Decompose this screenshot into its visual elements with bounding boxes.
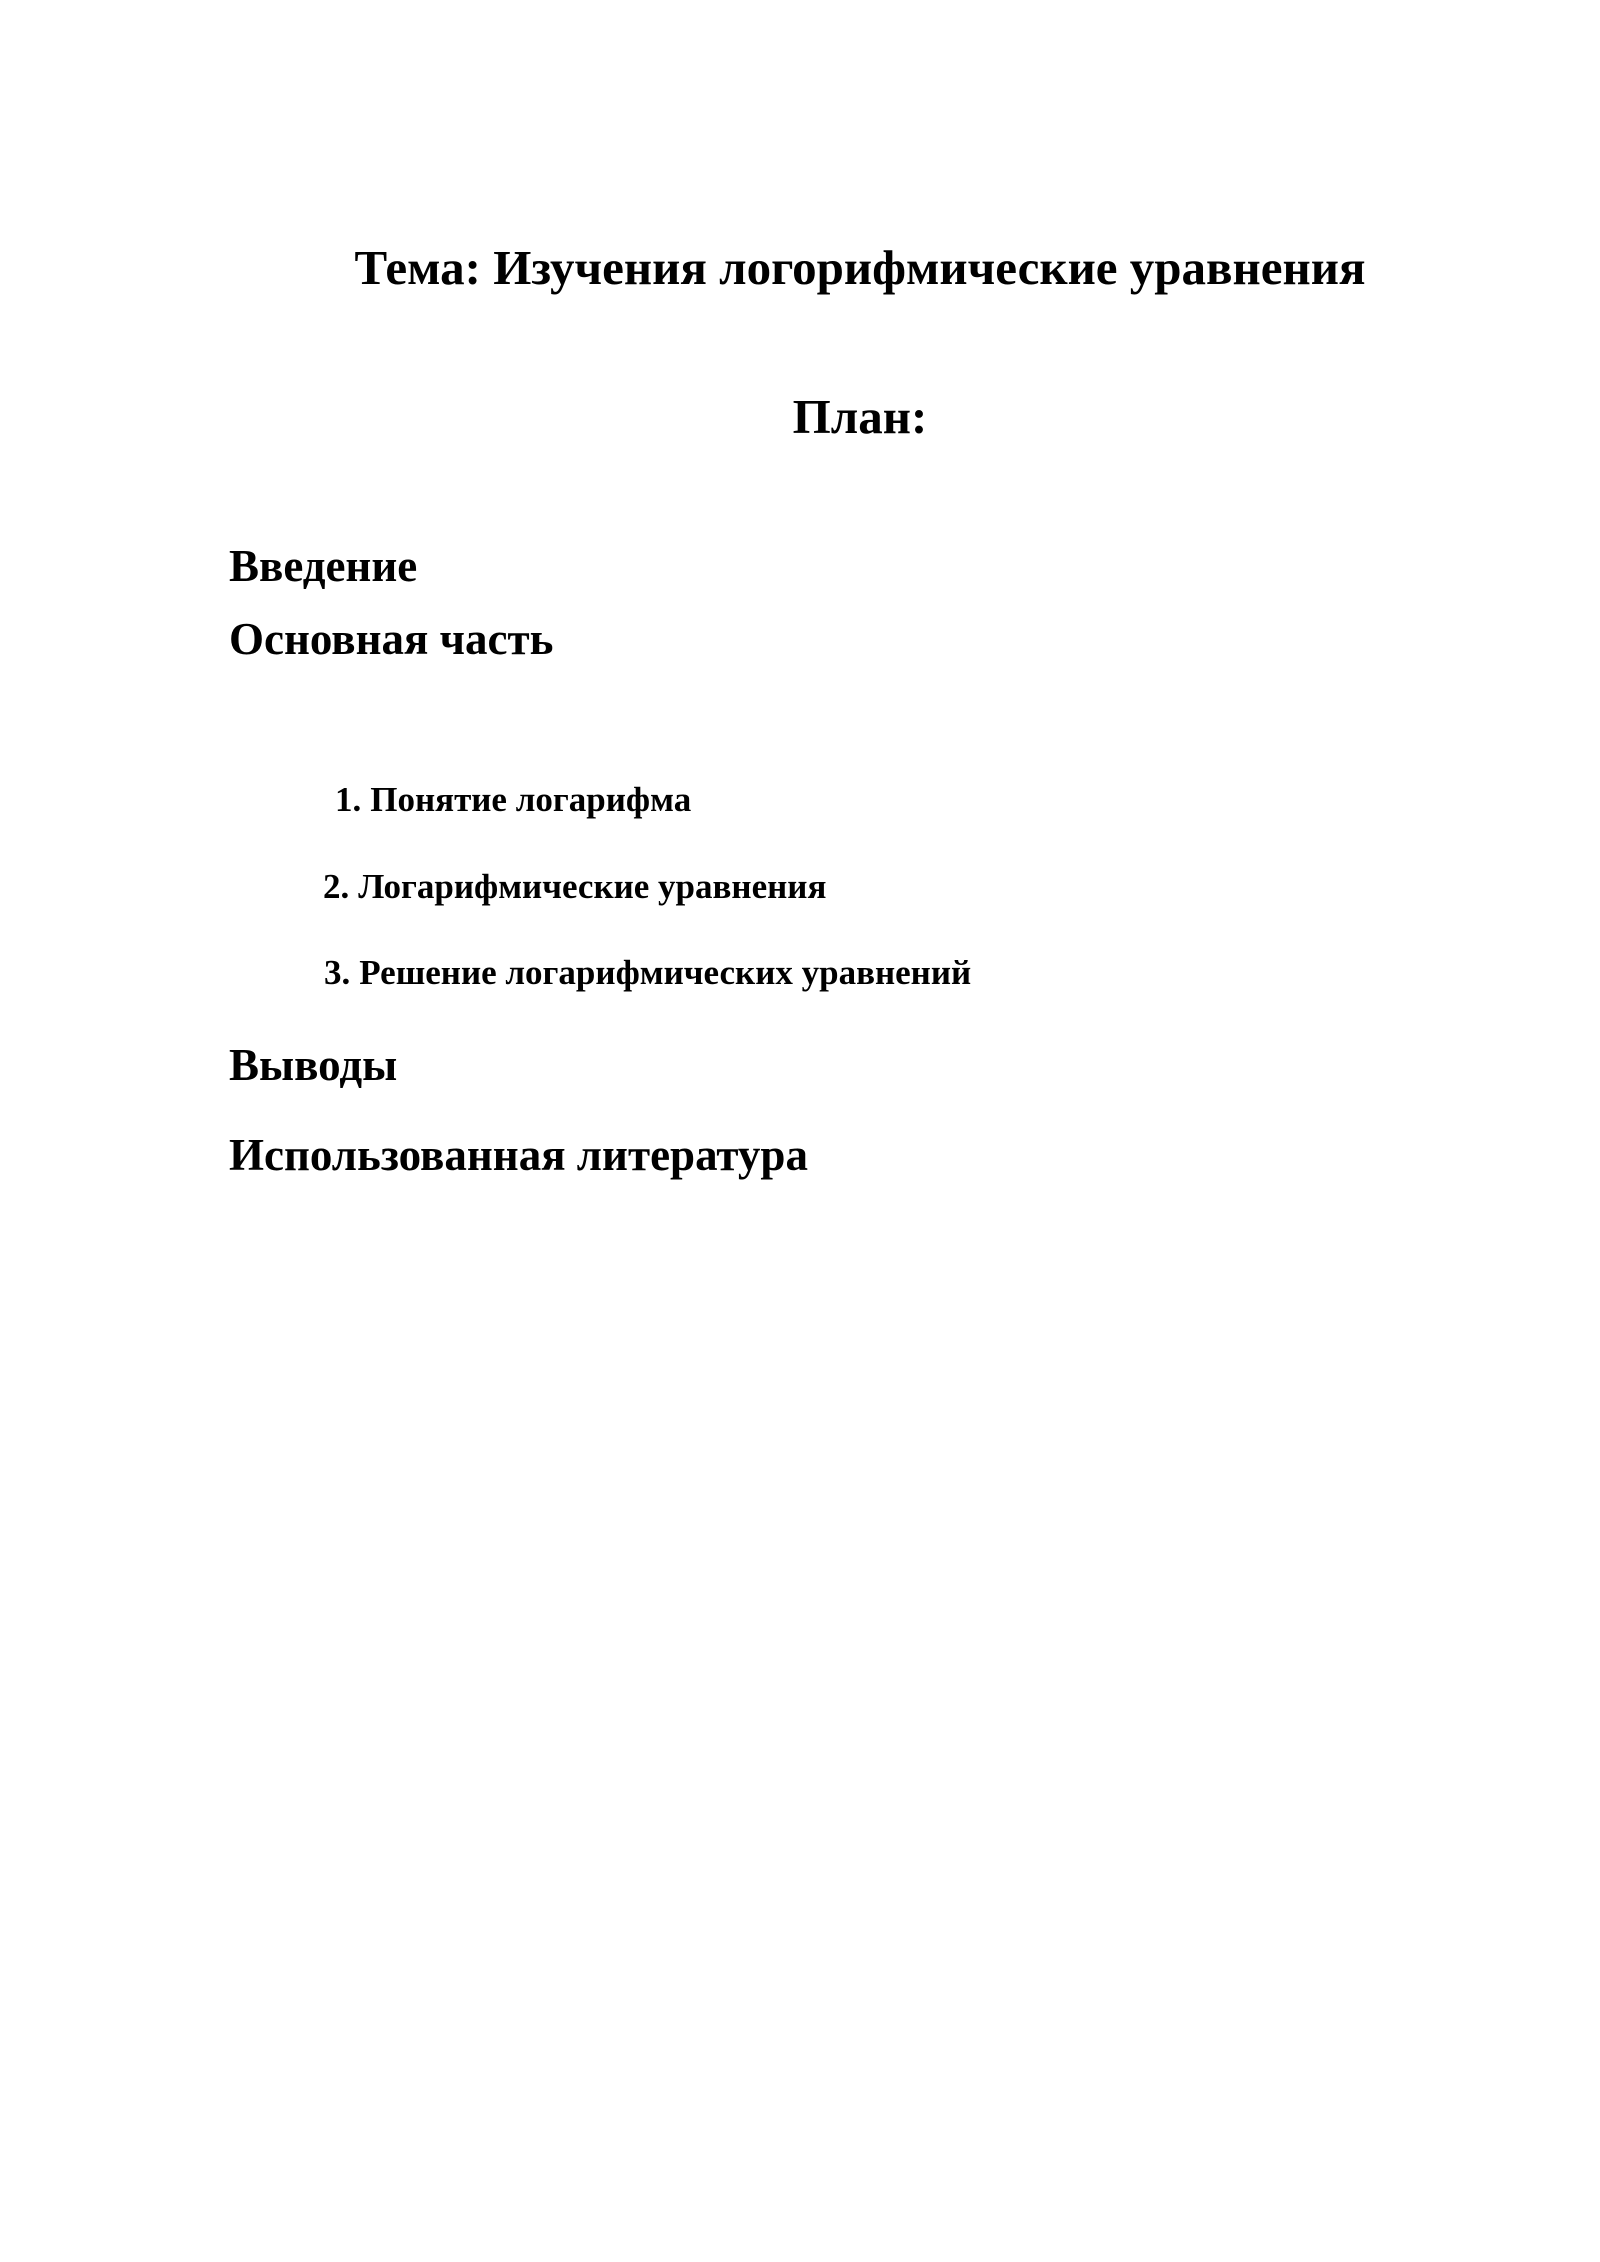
- subsection-item-2: [323, 865, 826, 909]
- document-title: Тема: Изучения логорифмические уравнения: [354, 240, 1366, 295]
- subsection-label: Решение логарифмических уравнений: [359, 953, 972, 992]
- subsection-label: Понятие логарифма: [370, 780, 692, 819]
- subsection-label: Логарифмические уравнения: [358, 867, 827, 906]
- subsection-item-1: [335, 778, 691, 822]
- plan-heading: План:: [792, 389, 928, 444]
- subsection-number: 2.: [323, 867, 350, 906]
- section-references: Использованная литература: [229, 1130, 808, 1180]
- section-main-part: Основная часть: [229, 614, 554, 664]
- subsection-number: 3.: [324, 953, 351, 992]
- subsection-item-3: [324, 951, 971, 995]
- section-introduction: Введение: [229, 541, 418, 591]
- subsection-number: 1.: [335, 780, 362, 819]
- section-conclusions: Выводы: [229, 1040, 398, 1090]
